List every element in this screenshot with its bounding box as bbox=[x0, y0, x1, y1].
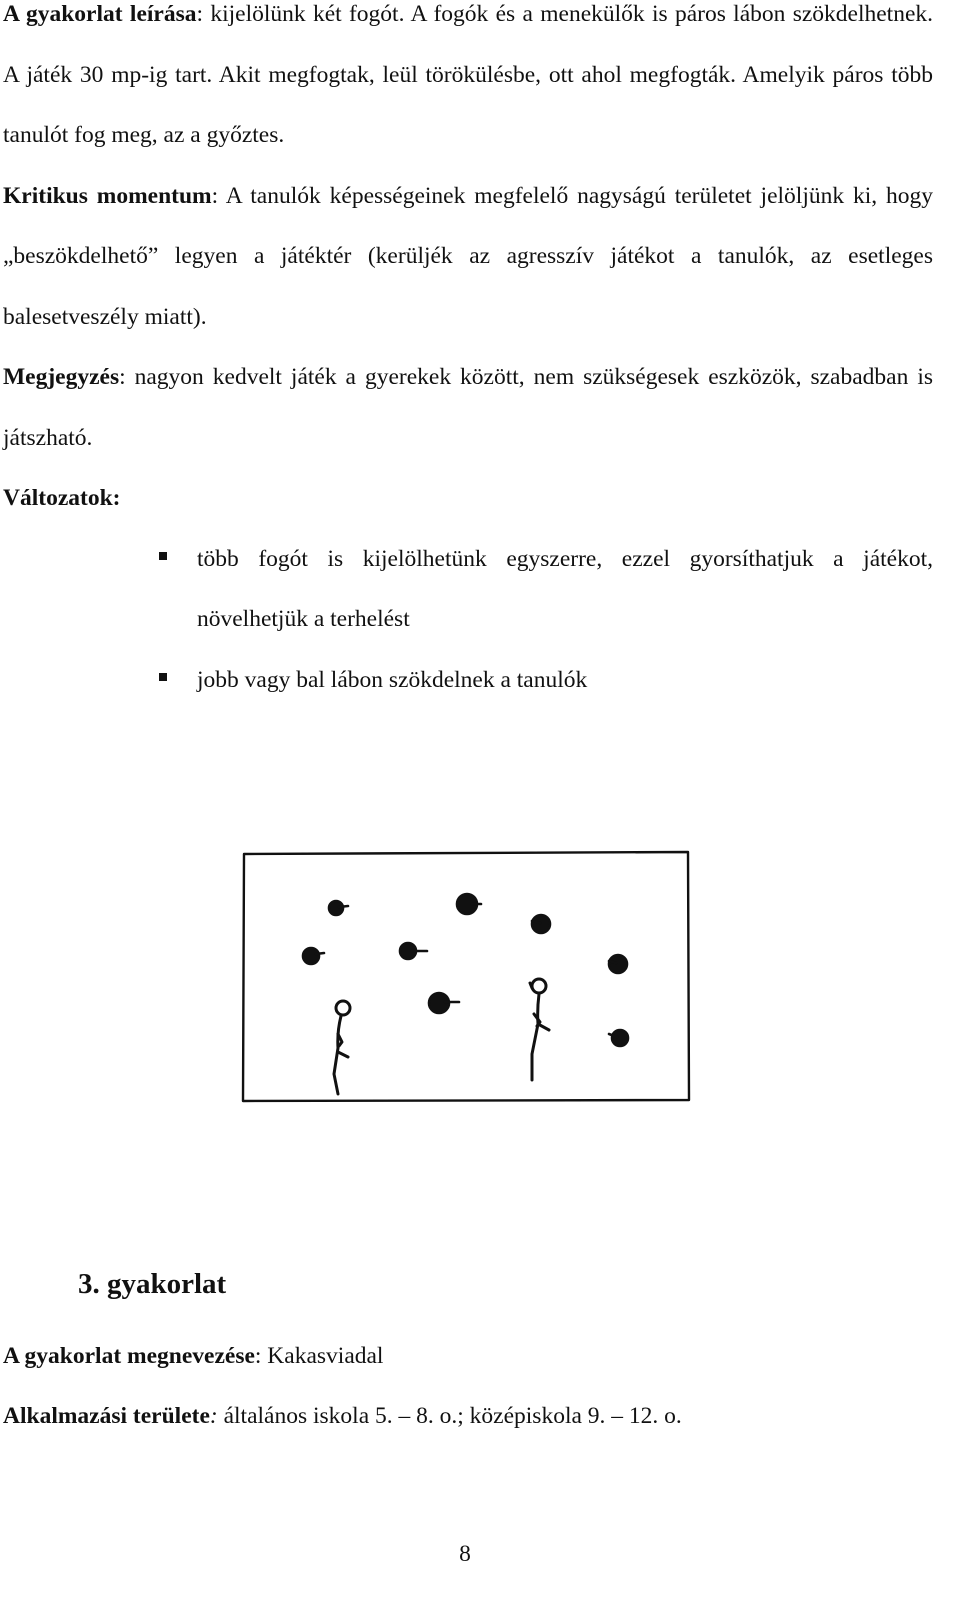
note-paragraph bbox=[3, 347, 933, 468]
critical-label: Kritikus momentum bbox=[3, 182, 212, 209]
list-item-text: több fogót is kijelölhetünk egyszerre, ezzel gyorsíthatjuk a játékot, növelhetjük a terhelést bbox=[197, 545, 933, 632]
application-area-line bbox=[3, 1401, 682, 1431]
description-text: : kijelölünk két fogót. A fogók és a menekülők is páros lábon szökdelhetnek. A játék 30 mp-ig tart. Akit megfogtak, leül törökülésbe, ott ahol megfogták. Amelyik páros több tanulót fog meg, az a győztes. bbox=[3, 1, 934, 148]
application-area-value: általános iskola 5. – 8. o.; középiskola 9. – 12. o. bbox=[217, 1403, 682, 1429]
player-dot bbox=[400, 943, 427, 959]
player-dots bbox=[303, 894, 628, 1046]
list-item-text: jobb vagy bal lábon szökdelnek a tanulók bbox=[197, 666, 588, 693]
note-text: : nagyon kedvelt játék a gyerekek között, nem szükségesek eszközök, szabadban is játszható. bbox=[3, 364, 933, 451]
variants-label: Változatok: bbox=[3, 485, 121, 511]
exercise-name-value: : Kakasviadal bbox=[254, 1343, 384, 1369]
player-dot bbox=[303, 948, 324, 964]
variants-list bbox=[3, 529, 933, 711]
player-dot bbox=[609, 955, 627, 973]
player-dot bbox=[532, 915, 550, 933]
list-item bbox=[3, 529, 933, 650]
player-dot bbox=[457, 894, 481, 914]
list-item bbox=[3, 650, 933, 711]
player-dot bbox=[609, 1030, 628, 1046]
exercise-name-label: A gyakorlat megnevezése bbox=[3, 1343, 255, 1369]
bullet-square-icon bbox=[159, 673, 167, 681]
playfield-border bbox=[243, 852, 689, 1101]
variants-heading bbox=[3, 468, 933, 529]
playfield-illustration bbox=[240, 848, 692, 1104]
note-label: Megjegyzés bbox=[3, 364, 120, 390]
description-paragraph bbox=[3, 0, 933, 166]
document-page bbox=[3, 0, 933, 710]
bullet-square-icon bbox=[159, 552, 167, 560]
description-label: A gyakorlat leírása bbox=[3, 1, 197, 27]
application-area-colon: : bbox=[209, 1403, 218, 1429]
player-dot bbox=[429, 993, 459, 1013]
exercise-title: 3. gyakorlat bbox=[78, 1268, 227, 1300]
critical-text: : A tanulók képességeinek megfelelő nagyságú területet jelöljünk ki, hogy „beszökdelhető” legyen a játéktér (kerüljék az agresszív játékot a tanulók, az esetleges balesetveszély miatt). bbox=[3, 182, 933, 330]
page-number: 8 bbox=[459, 1541, 471, 1567]
chaser-stick-figure bbox=[530, 979, 549, 1080]
exercise-name-line bbox=[3, 1341, 383, 1371]
critical-paragraph bbox=[3, 166, 933, 348]
application-area-label: Alkalmazási területe bbox=[3, 1403, 210, 1429]
player-dot bbox=[329, 901, 348, 915]
chaser-stick-figure bbox=[334, 1001, 350, 1094]
